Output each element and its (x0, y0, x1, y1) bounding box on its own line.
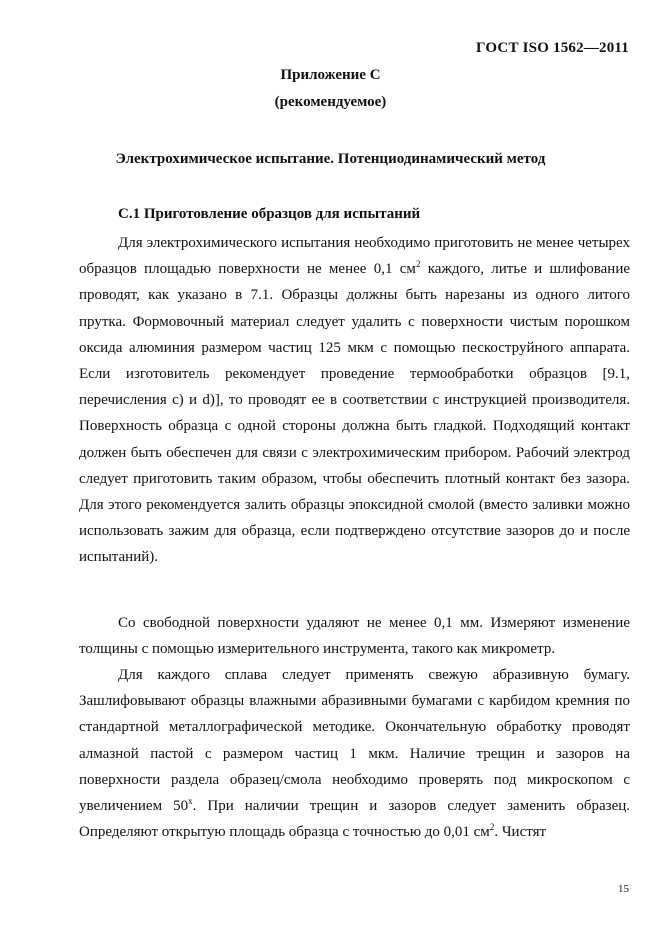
page-number: 15 (618, 883, 629, 895)
paragraph-1-text-a: Для электрохимического испытания необходимо приготовить не менее четырех образцов площадью поверхности не менее 0,1 см (79, 235, 630, 278)
section-title: Электрохимическое испытание. Потенциодинамический метод (115, 151, 546, 167)
paragraph-3-text-a: Для каждого сплава следует применять свежую абразивную бумагу. Зашлифовывают образцы влажными абразивными бумагами с карбидом кремния по стандартной металлографической методике. Окончательную обработку проводят алмазной пастой с размером частиц 1 мкм. Наличие трещин и зазоров на поверхности раздела образец/смола необходимо проверять под микроскопом с увеличением 50 (79, 667, 630, 815)
superscript-square-2: 2 (489, 822, 495, 833)
standard-header: ГОСТ ISO 1562—2011 (476, 40, 629, 56)
superscript-square: 2 (415, 259, 421, 270)
paragraph-1-text-b: каждого, литье и шлифование проводят, как указано в 7.1. Образцы должны быть нарезаны из одного литого прутка. Формовочный материал следует удалить с поверхности чистым порошком оксида алюминия размером частиц 125 мкм с помощью пескоструйного аппарата. Если изготовитель рекомендует проведение термообработки образцов [9.1, перечисления с) и d)], то проводят ее в соответствии с инструкцией производителя. Поверхность образца с одной стороны должна быть гладкой. Подходящий контакт должен быть обеспечен для связи с электрохимическим прибором. Рабочий электрод следует приготовить таким образом, чтобы обеспечить плотный контакт без зазора. Для этого рекомендуется залить образцы эпоксидной смолой (вместо заливки можно использовать зажим для образца, если подтверждено отсутствие зазоров до и после испытаний). (79, 261, 631, 566)
paragraph-3 (79, 662, 630, 845)
superscript-magnification: х (188, 796, 193, 807)
subsection-title: С.1 Приготовление образцов для испытаний (118, 206, 421, 222)
paragraph-3-text-c: . Чистят (494, 824, 547, 841)
paragraph-3-text-b: . При наличии трещин и зазоров следует заменить образец. Определяют открытую площадь образца с точностью до 0,01 см (79, 798, 630, 841)
paragraph-1 (79, 230, 630, 571)
paragraph-2 (79, 610, 630, 662)
appendix-subtitle: (рекомендуемое) (274, 94, 387, 110)
paragraph-2-text: Со свободной поверхности удаляют не менее 0,1 мм. Измеряют изменение толщины с помощью измерительного инструмента, такого как микрометр. (79, 615, 630, 658)
appendix-title: Приложение С (280, 67, 381, 83)
